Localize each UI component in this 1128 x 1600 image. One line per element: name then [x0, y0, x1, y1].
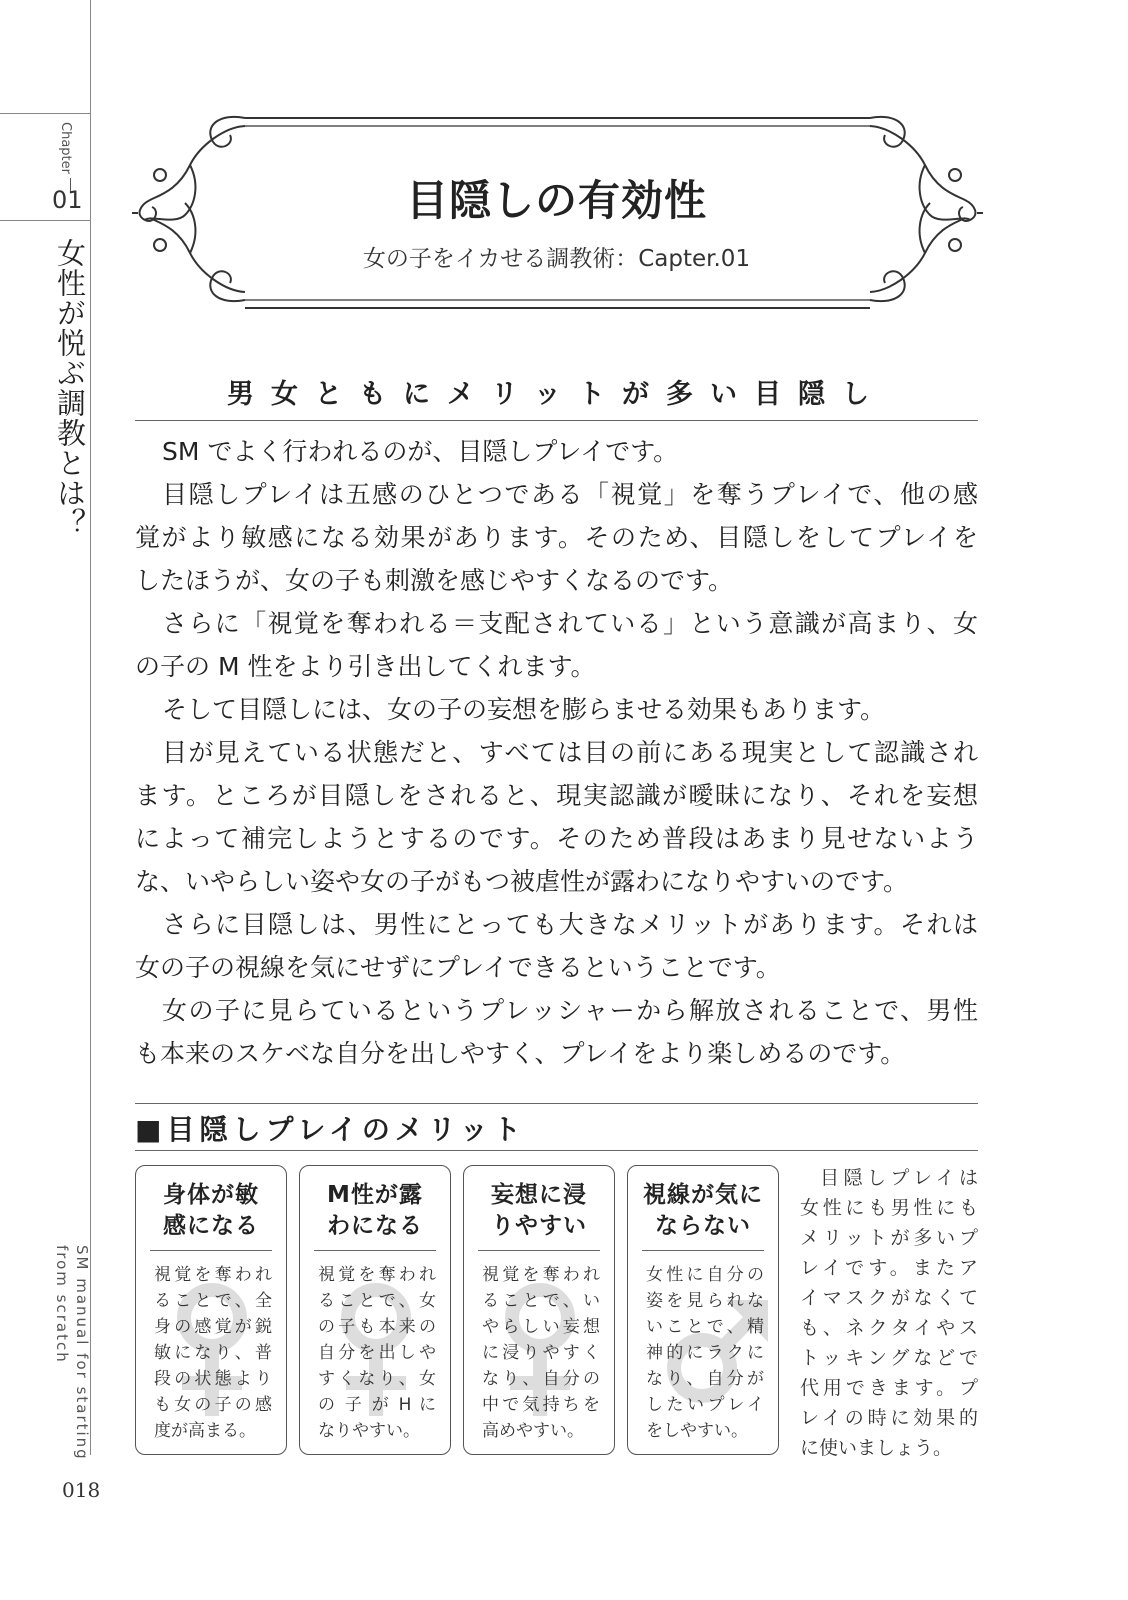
card-body-line: に浸りやすく: [482, 1343, 600, 1363]
chapter-title: 女性が悦ぶ調教とは？: [53, 238, 87, 538]
paragraph: [135, 473, 978, 602]
card-body-line: 段の状態より: [154, 1369, 272, 1389]
section-rule: [135, 420, 978, 421]
note-line: も、ネクタイやス: [800, 1317, 978, 1339]
footer-line: from scratch: [53, 1245, 71, 1364]
sidebar-rule-top: [0, 113, 90, 114]
paragraph: [135, 430, 978, 473]
footer-line: SM manual for starting: [73, 1245, 91, 1461]
paragraph: [135, 688, 978, 731]
card-title-line: わになる: [327, 1213, 423, 1239]
card-body-line: 度が高まる。: [154, 1421, 256, 1441]
card-title-line: ならない: [655, 1213, 751, 1239]
merit-card: [463, 1165, 615, 1455]
text-line: によって補完しようとするのです。そのため普段はあまり見せないよう: [135, 824, 978, 853]
card-body-line: 自分を出しや: [318, 1343, 436, 1363]
text-line: 目が見えている状態だと、すべては目の前にある現実として認識され: [162, 738, 978, 767]
card-rule: [642, 1250, 764, 1251]
text-line: 女の子の視線を気にせずにプレイできるということです。: [135, 953, 781, 982]
card-title-line: 感になる: [163, 1213, 259, 1239]
note-line: 女性にも男性にも: [800, 1197, 978, 1219]
card-body-line: の子も本来の: [318, 1317, 436, 1337]
note-line: レイです。またア: [800, 1257, 978, 1279]
card-title-line: 身体が敏: [163, 1182, 259, 1208]
note-line: イマスクがなくて: [800, 1287, 978, 1309]
card-body-line: も女の子の感: [154, 1395, 272, 1415]
text-line: な、いやらしい姿や女の子がもつ被虐性が露わになりやすいのです。: [135, 867, 909, 896]
card-body-line: いことで、精: [646, 1317, 764, 1337]
card-body-line: ることで、い: [482, 1291, 600, 1311]
merits-rule-top: [135, 1103, 978, 1104]
page-number: 018: [62, 1478, 101, 1502]
page-subtitle: 女の子をイカせる調教術：Capter.01: [362, 246, 751, 272]
card-body-line: の 子 が H に: [318, 1395, 436, 1415]
text-line: ます。ところが目隠しをされると、現実認識が曖昧になり、それを妄想: [135, 781, 978, 810]
card-body-line: 中で気持ちを: [482, 1395, 600, 1415]
merits-note: [800, 1163, 978, 1463]
page-title: 目隠しの有効性: [405, 176, 707, 225]
text-line: さらに目隠しは、男性にとっても大きなメリットがあります。それは: [162, 910, 978, 939]
card-body-line: 女性に自分の: [646, 1265, 764, 1285]
paragraph: [135, 602, 978, 688]
chapter-label: Chapter: [58, 122, 73, 174]
sidebar-divider: [90, 0, 91, 1455]
card-body: [318, 1262, 436, 1444]
card-body-line: 視覚を奪われ: [318, 1265, 436, 1285]
card-body-line: したいプレイ: [646, 1395, 764, 1415]
card-body: [154, 1262, 272, 1444]
merit-card: [135, 1165, 287, 1455]
note-line: メリットが多いプ: [800, 1227, 978, 1249]
card-body-line: すくなり、女: [318, 1369, 436, 1389]
card-body-line: 神的にラクに: [646, 1343, 764, 1363]
card-body-line: ることで、女: [318, 1291, 436, 1311]
note-line: 目隠しプレイは: [820, 1167, 978, 1189]
card-body-line: なり、自分が: [646, 1369, 764, 1389]
body-text: [135, 430, 978, 1075]
card-title: [146, 1180, 276, 1242]
text-line: SM でよく行われるのが、目隠しプレイです。: [162, 437, 679, 466]
card-body-line: をしやすい。: [646, 1421, 748, 1441]
text-line: 目隠しプレイは五感のひとつである「視覚」を奪うプレイで、他の感: [162, 480, 978, 509]
paragraph: [135, 731, 978, 903]
book-footer: [52, 1245, 92, 1461]
card-title-line: 妄想に浸: [491, 1182, 587, 1208]
text-line: の子の M 性をより引き出してくれます。: [135, 652, 596, 681]
card-body-line: 高めやすい。: [482, 1421, 584, 1441]
text-line: そして目隠しには、女の子の妄想を膨らませる効果もあります。: [162, 695, 886, 724]
merits-heading: ■目隠しプレイのメリット: [135, 1113, 526, 1146]
card-body-line: 敏になり、普: [154, 1343, 272, 1363]
text-line: 覚がより敏感になる効果があります。そのため、目隠しをしてプレイを: [135, 523, 978, 552]
text-line: さらに「視覚を奪われる＝支配されている」という意識が高まり、女: [162, 609, 978, 638]
card-rule: [478, 1250, 600, 1251]
merits-rule-bottom: [135, 1150, 978, 1151]
card-body: [482, 1262, 600, 1444]
card-body-line: 身の感覚が鋭: [154, 1317, 272, 1337]
card-body-line: ることで、全: [154, 1291, 272, 1311]
card-title-line: りやすい: [491, 1213, 587, 1239]
paragraph: [135, 989, 978, 1075]
merit-card: [299, 1165, 451, 1455]
sidebar-rule-bottom: [0, 220, 90, 221]
card-body-line: 姿を見られな: [646, 1291, 764, 1311]
card-body-line: なりやすい。: [318, 1421, 420, 1441]
card-rule: [314, 1250, 436, 1251]
card-body-line: 視覚を奪われ: [154, 1265, 272, 1285]
section-heading: 男女ともにメリットが多い目隠し: [227, 379, 886, 410]
card-rule: [150, 1250, 272, 1251]
card-body-line: 視覚を奪われ: [482, 1265, 600, 1285]
card-body-line: やらしい妄想: [482, 1317, 600, 1337]
merit-card: [627, 1165, 779, 1455]
card-title-line: M性が露: [327, 1182, 423, 1208]
card-body: [646, 1262, 764, 1444]
text-line: 女の子に見らているというプレッシャーから解放されることで、男性: [162, 996, 978, 1025]
card-title: [310, 1180, 440, 1242]
card-title: [638, 1180, 768, 1242]
card-body-line: なり、自分の: [482, 1369, 600, 1389]
chapter-number: 01: [52, 186, 83, 214]
card-title-line: 視線が気に: [643, 1182, 763, 1208]
text-line: も本来のスケベな自分を出しやすく、プレイをより楽しめるのです。: [135, 1039, 906, 1068]
note-line: トッキングなどで: [800, 1347, 978, 1369]
note-line: に使いましょう。: [800, 1437, 953, 1459]
note-line: レイの時に効果的: [800, 1407, 978, 1429]
paragraph: [135, 903, 978, 989]
note-line: 代用できます。プ: [800, 1377, 978, 1399]
text-line: したほうが、女の子も刺激を感じやすくなるのです。: [135, 566, 734, 595]
card-title: [474, 1180, 604, 1242]
